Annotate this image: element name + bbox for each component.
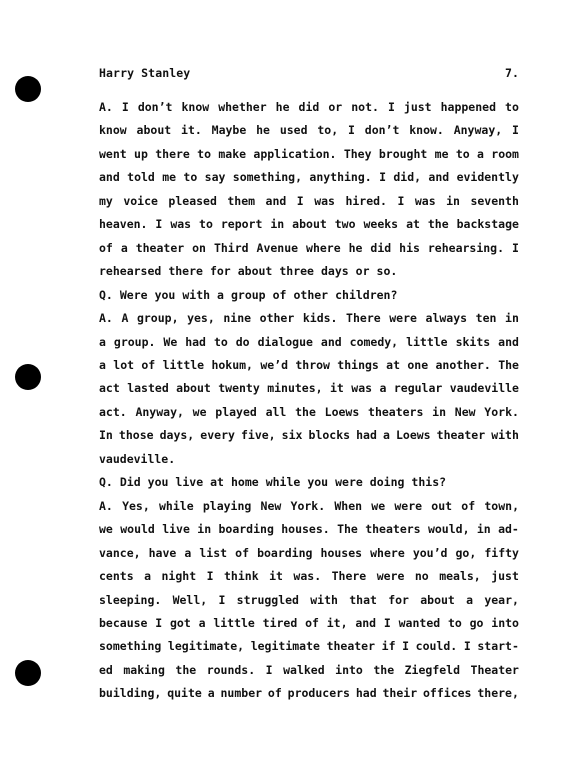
transcript-line: A. I don’t know whether he did or not. I just happened to	[99, 100, 519, 114]
binder-hole-middle	[15, 364, 41, 390]
transcript-line: Q. Were you with a group of other children?	[99, 287, 398, 302]
binder-hole-bottom	[15, 660, 41, 686]
transcript-line: a lot of little hokum, we’d throw things at one another. The	[99, 357, 519, 372]
transcript-line: of a theater on Third Avenue where he did his rehearsing. I	[99, 240, 519, 255]
page-number: 7.	[504, 66, 519, 80]
transcript-line: In those days, every five, six blocks had a Loews theater with	[99, 428, 519, 443]
transcript-line: a group. We had to do dialogue and comedy, little skits and	[99, 334, 519, 349]
transcript-line: act lasted about twenty minutes, it was a regular vaudeville	[99, 381, 519, 396]
transcript-line: Q. Did you live at home while you were doing this?	[99, 475, 447, 490]
transcript-line: building, quite a number of producers had their offices there,	[99, 686, 519, 701]
transcript-line: vance, have a list of boarding houses where you’d go, fifty	[99, 545, 519, 560]
transcript-line: vaudeville.	[99, 451, 176, 466]
transcript-line: because I got a little tired of it, and I wanted to go into	[99, 615, 519, 630]
transcript-line: went up there to make application. They brought me to a room	[99, 146, 519, 161]
transcript-line: heaven. I was to report in about two weeks at the backstage	[99, 217, 519, 232]
transcript-line: ed making the rounds. I walked into the Ziegfeld Theater	[99, 662, 519, 677]
transcript-line: cents a night I think it was. There were no meals, just	[99, 569, 519, 584]
header-name: Harry Stanley	[99, 66, 191, 80]
transcript-line: A. Yes, while playing New York. When we were out of town,	[99, 498, 519, 513]
transcript-line: we would live in boarding houses. The theaters would, in ad-	[99, 522, 519, 537]
transcript-line: rehearsed there for about three days or so.	[99, 264, 398, 279]
transcript-line: know about it. Maybe he used to, I don’t know. Anyway, I	[99, 123, 519, 138]
transcript-line: something legitimate, legitimate theater if I could. I start-	[99, 639, 519, 654]
transcript-line: my voice pleased them and I was hired. I was in seventh	[99, 193, 519, 208]
transcript-line: and told me to say something, anything. I did, and evidently	[99, 170, 519, 185]
transcript-line: A. A group, yes, nine other kids. There were always ten in	[99, 311, 519, 326]
transcript-body	[99, 96, 519, 706]
transcript-line: act. Anyway, we played all the Loews theaters in New York.	[99, 404, 519, 419]
page-header	[99, 66, 519, 80]
transcript-line: sleeping. Well, I struggled with that for about a year,	[99, 592, 519, 607]
binder-hole-top	[15, 76, 41, 102]
